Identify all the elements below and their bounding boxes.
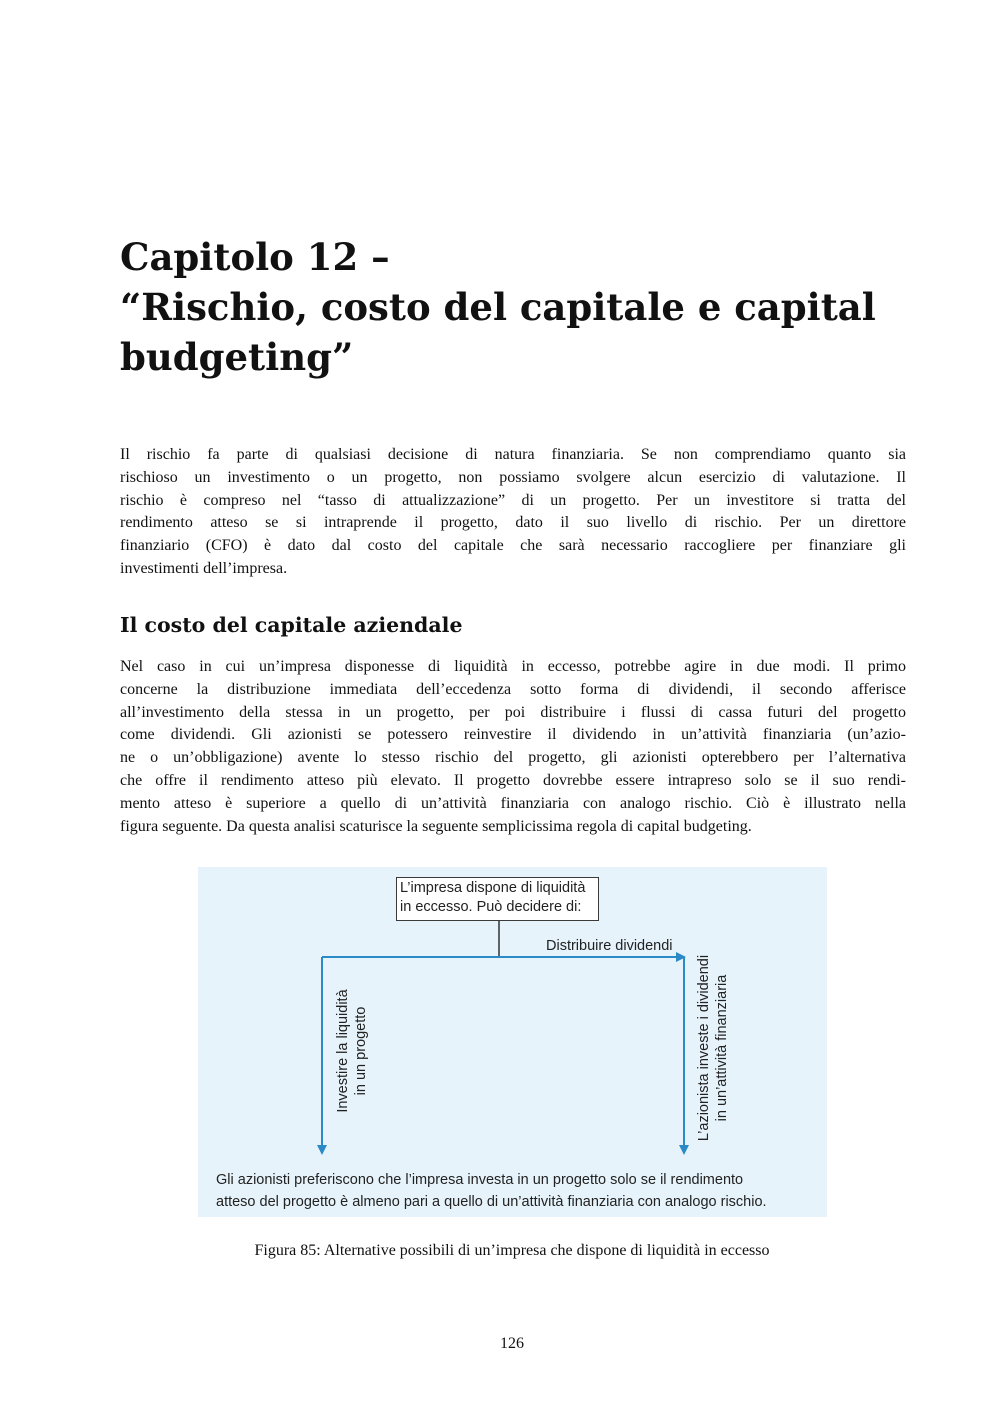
decision-box-line: in eccesso. Può decidere di: [400, 899, 582, 915]
paragraph-line: rendimento atteso se si intraprende il progetto, dato il suo livello di rischio. Per un direttore [120, 514, 906, 532]
decision-box [396, 877, 599, 921]
paragraph-line: Il rischio fa parte di qualsiasi decisione di natura finanziaria. Se non comprendiamo quanto sia [120, 446, 906, 463]
figure-note [216, 1169, 767, 1213]
paragraph-line: rischio è compreso nel “tasso di attualizzazione” di un progetto. Per un investitore si tratta del [120, 491, 906, 509]
paragraph-line: Nel caso in cui un’impresa disponesse di liquidità in eccesso, potrebbe agire in due modi. Il primo [120, 658, 906, 675]
chapter-title [120, 232, 920, 382]
page-number: 126 [500, 1335, 524, 1352]
paragraph-line: mento atteso è superiore a quello di un’attività finanziaria con analogo rischio. Ciò è illustrato nella [120, 794, 906, 812]
distribute-dividends-label: Distribuire dividendi [546, 938, 673, 954]
paragraph-line: investimenti dell’impresa. [120, 559, 288, 577]
vertical-label-line: in un progetto [353, 1006, 369, 1096]
paragraph-line: figura seguente. Da questa analisi scaturisce la seguente semplicissima regola di capital budgeting. [120, 817, 752, 835]
paragraph-line: rischioso un investimento o un progetto, non possiamo svolgere alcun esercizio di valutazione. Il [120, 468, 906, 486]
paragraph-line: concerne la distribuzione immediata dell’eccedenza sotto forma di dividendi, il secondo afferisce [120, 680, 906, 698]
decision-box-line: L’impresa dispone di liquidità [400, 880, 586, 896]
invest-project-label [334, 961, 374, 1141]
paragraph-line: all’investimento della stessa in un progetto, per poi distribuire i flussi di cassa futuri del progetto [120, 703, 906, 721]
vertical-label-line: L’azionista investe i dividendi [696, 954, 712, 1142]
paragraph-line: finanziario (CFO) è dato dal costo del capitale che sarà necessario raccogliere per finanziare gli [120, 537, 906, 555]
section-paragraph [120, 656, 906, 838]
left-drop-arrowhead [317, 1145, 327, 1155]
intro-paragraph [120, 444, 906, 581]
chapter-title-line: Capitolo 12 – [120, 235, 390, 279]
paragraph-line: ne o un’obbligazione) avente lo stesso rischio del progetto, gli azionisti opterebbero per l’alternativa [120, 749, 906, 767]
right-drop-arrowhead [679, 1145, 689, 1155]
figure-caption: Figura 85: Alternative possibili di un’impresa che dispone di liquidità in eccesso [254, 1242, 770, 1259]
paragraph-line: come dividendi. Gli azionisti se potessero reinvestire il dividendo in un’attività finanziaria (un’azio- [120, 726, 906, 744]
chapter-title-line: budgeting” [120, 335, 354, 379]
section-heading: Il costo del capitale aziendale [120, 613, 463, 637]
shareholder-invests-label [695, 933, 735, 1163]
figure-note-line: Gli azionisti preferiscono che l’impresa investa in un progetto solo se il rendimento [216, 1172, 744, 1188]
paragraph-line: che offre il rendimento atteso più elevato. Il progetto dovrebbe essere intrapreso solo se il suo rendi- [120, 771, 906, 789]
chapter-title-line: “Rischio, costo del capitale e capital [120, 285, 876, 329]
figure-diagram [198, 867, 827, 1217]
figure-note-line: atteso del progetto è almeno pari a quello di un’attività finanziaria con analogo rischio. [216, 1194, 767, 1210]
vertical-label-line: Investire la liquidità [335, 989, 351, 1113]
vertical-label-line: in un’attività finanziaria [714, 974, 730, 1122]
